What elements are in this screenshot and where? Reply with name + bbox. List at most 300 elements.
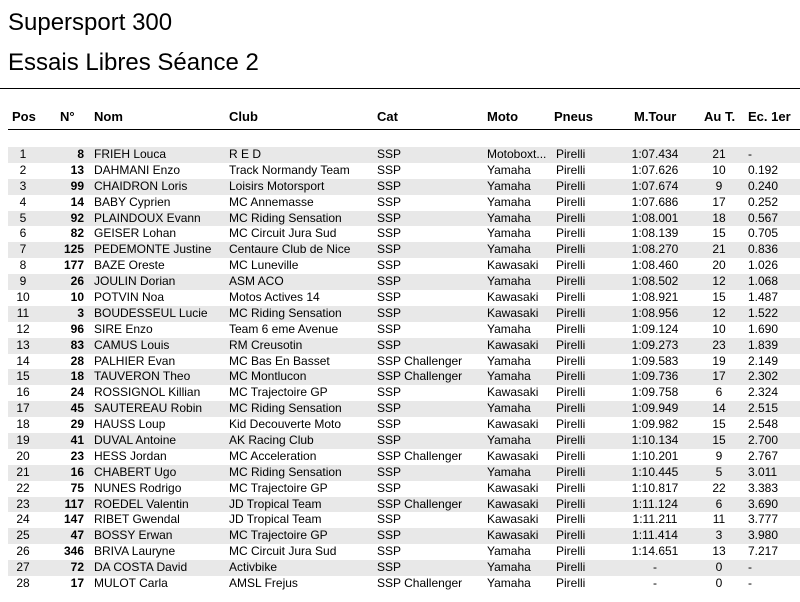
cell-gap: 3.980 [748,528,779,543]
cell-bike: Kawasaki [487,385,539,400]
cell-bike: Yamaha [487,194,531,209]
cell-club: MC Annemasse [229,194,314,209]
cell-best-lap: 1:08.921 [631,290,679,305]
cell-laps: 9 [715,448,723,463]
cell-club: Activbike [229,560,278,575]
cell-position: 2 [19,162,27,177]
cell-category: SSP Challenger [377,353,463,368]
table-row [8,211,800,227]
table-row [8,147,800,163]
cell-tyres: Pirelli [556,544,586,559]
cell-position: 21 [16,464,30,479]
cell-gap: 3.777 [748,512,779,527]
cell-number: 99 [70,178,84,193]
cell-gap: 2.548 [748,417,779,432]
cell-position: 18 [16,417,30,432]
cell-best-lap: 1:11.414 [632,528,678,543]
cell-category: SSP [377,242,402,257]
cell-number: 117 [64,496,84,511]
cell-name: PALHIER Evan [94,353,176,368]
cell-laps: 19 [712,353,726,368]
cell-name: SAUTEREAU Robin [94,401,203,416]
cell-bike: Yamaha [487,464,531,479]
cell-club: MC Circuit Jura Sud [229,544,337,559]
cell-position: 12 [16,321,30,336]
cell-number: 13 [70,162,84,177]
cell-bike: Kawasaki [487,258,539,273]
header-mtour: M.Tour [634,109,677,124]
cell-best-lap: 1:08.270 [631,242,679,257]
cell-category: SSP [377,417,402,432]
cell-name: BAZE Oreste [94,258,165,273]
cell-club: Centaure Club de Nice [229,242,351,257]
cell-best-lap: 1:08.139 [631,226,679,241]
cell-number: 41 [70,433,84,448]
cell-tyres: Pirelli [556,496,586,511]
cell-position: 15 [16,369,30,384]
cell-number: 17 [70,576,84,591]
cell-best-lap: 1:09.736 [631,369,679,384]
cell-number: 10 [70,290,84,305]
cell-category: SSP [377,337,402,352]
table-row [8,528,800,544]
table-row [8,417,800,433]
cell-name: TAUVERON Theo [94,369,191,384]
cell-tyres: Pirelli [556,417,586,432]
cell-gap: 1.690 [748,321,779,336]
cell-gap: 7.217 [748,544,779,559]
cell-club: Team 6 eme Avenue [229,321,339,336]
cell-category: SSP [377,194,402,209]
cell-laps: 15 [712,417,726,432]
cell-club: Track Normandy Team [229,162,350,177]
cell-name: SIRE Enzo [94,321,153,336]
header-ec: Ec. 1er [748,109,791,124]
cell-best-lap: 1:09.124 [631,321,679,336]
cell-category: SSP Challenger [377,576,463,591]
cell-position: 7 [19,242,27,257]
cell-gap: 3.011 [748,464,778,479]
cell-tyres: Pirelli [556,162,586,177]
cell-bike: Yamaha [487,401,531,416]
header-moto: Moto [487,109,519,124]
cell-best-lap: 1:09.273 [631,337,679,352]
cell-number: 177 [63,258,84,273]
cell-bike: Yamaha [487,274,531,289]
cell-position: 4 [19,194,27,209]
cell-category: SSP [377,433,402,448]
cell-category: SSP [377,528,402,543]
cell-number: 92 [70,210,84,225]
cell-position: 19 [16,433,30,448]
cell-number: 47 [70,528,84,543]
cell-gap: 0.567 [748,210,779,225]
cell-position: 8 [19,258,27,273]
table-row [8,465,800,481]
table-row [8,512,800,528]
cell-club: MC Circuit Jura Sud [229,226,337,241]
cell-tyres: Pirelli [556,369,586,384]
cell-club: MC Riding Sensation [229,464,342,479]
cell-category: SSP [377,162,402,177]
cell-laps: 9 [715,178,723,193]
cell-name: CHAIDRON Loris [94,178,188,193]
cell-gap: - [748,560,752,575]
cell-number: 82 [70,226,84,241]
cell-number: 29 [70,417,84,432]
cell-tyres: Pirelli [556,147,586,161]
cell-category: SSP [377,385,402,400]
cell-best-lap: 1:10.445 [631,464,679,479]
cell-position: 20 [16,448,30,463]
cell-bike: Motoboxt... [487,147,547,161]
cell-club: MC Acceleration [229,448,317,463]
cell-tyres: Pirelli [556,178,586,193]
cell-bike: Kawasaki [487,417,539,432]
cell-number: 28 [70,353,84,368]
cell-tyres: Pirelli [556,226,586,241]
cell-name: DAHMANI Enzo [94,162,181,177]
header-nom: Nom [94,109,123,124]
cell-number: 26 [70,274,84,289]
header-club: Club [229,109,258,124]
table-row [8,401,800,417]
cell-name: MULOT Carla [94,576,168,591]
cell-bike: Yamaha [487,544,531,559]
cell-bike: Yamaha [487,560,531,575]
cell-position: 28 [16,576,30,591]
table-row [8,322,800,338]
table-row [8,258,800,274]
cell-bike: Yamaha [487,369,531,384]
table-row [8,560,800,576]
table-row [8,306,800,322]
cell-position: 23 [16,496,30,511]
cell-name: BOUDESSEUL Lucie [94,305,208,320]
cell-number: 45 [70,401,84,416]
cell-position: 5 [19,210,27,225]
header-num: N° [60,109,75,124]
cell-position: 1 [19,147,27,161]
cell-gap: 2.700 [748,433,779,448]
cell-category: SSP [377,321,402,336]
cell-laps: 10 [712,321,726,336]
cell-club: R E D [229,147,262,161]
cell-bike: Yamaha [487,353,531,368]
cell-club: MC Trajectoire GP [229,385,328,400]
cell-tyres: Pirelli [556,448,586,463]
cell-tyres: Pirelli [556,242,586,257]
cell-tyres: Pirelli [556,401,586,416]
cell-position: 9 [19,274,27,289]
table-row [8,385,800,401]
cell-laps: 15 [712,433,726,448]
cell-category: SSP [377,210,402,225]
table-row [8,163,800,179]
table-row [8,195,800,211]
cell-number: 75 [70,480,84,495]
cell-number: 23 [70,448,84,463]
cell-bike: Yamaha [487,210,531,225]
cell-name: GEISER Lohan [94,226,177,241]
cell-category: SSP [377,560,402,575]
cell-gap: 2.767 [748,448,779,463]
cell-best-lap: 1:08.502 [631,274,679,289]
results-table [8,147,800,592]
cell-laps: 10 [712,162,726,177]
cell-name: DUVAL Antoine [94,433,177,448]
cell-tyres: Pirelli [556,480,586,495]
cell-position: 22 [16,480,30,495]
cell-name: RIBET Gwendal [94,512,180,527]
table-row [8,290,800,306]
cell-name: BOSSY Erwan [94,528,173,543]
cell-name: ROEDEL Valentin [94,496,189,511]
cell-club: Loisirs Motorsport [229,178,325,193]
header-cat: Cat [377,109,398,124]
cell-gap: 0.240 [748,178,779,193]
cell-category: SSP [377,305,402,320]
cell-tyres: Pirelli [556,560,586,575]
cell-name: POTVIN Noa [94,290,165,305]
cell-bike: Yamaha [487,242,531,257]
cell-laps: 11 [712,512,726,527]
cell-laps: 5 [715,464,723,479]
cell-best-lap: - [653,560,657,575]
cell-bike: Kawasaki [487,480,539,495]
cell-category: SSP [377,178,402,193]
cell-laps: 0 [715,560,723,575]
page-subtitle: Essais Libres Séance 2 [8,49,259,76]
cell-best-lap: 1:10.134 [631,433,679,448]
cell-best-lap: 1:10.817 [631,480,679,495]
cell-laps: 23 [712,337,726,352]
cell-number: 125 [63,242,84,257]
cell-name: BRIVA Lauryne [94,544,176,559]
cell-laps: 18 [712,210,726,225]
cell-gap: 1.068 [748,274,779,289]
cell-club: MC Luneville [229,258,299,273]
table-row [8,433,800,449]
header-au: Au T. [704,109,736,124]
cell-best-lap: 1:09.583 [631,353,679,368]
cell-position: 25 [16,528,30,543]
cell-best-lap: 1:08.001 [631,210,679,225]
table-row [8,369,800,385]
cell-laps: 12 [712,305,726,320]
cell-club: MC Riding Sensation [229,210,342,225]
cell-laps: 17 [712,369,726,384]
table-row [8,544,800,560]
cell-tyres: Pirelli [556,528,586,543]
cell-club: ASM ACO [229,274,284,289]
cell-number: 18 [70,369,84,384]
cell-category: SSP Challenger [377,448,463,463]
cell-bike: Yamaha [487,321,531,336]
cell-number: 147 [63,512,84,527]
table-row [8,497,800,513]
cell-category: SSP Challenger [377,496,463,511]
cell-laps: 22 [712,480,726,495]
cell-name: DA COSTA David [94,560,188,575]
cell-bike: Kawasaki [487,448,539,463]
cell-gap: 1.522 [748,305,779,320]
header-divider [8,129,800,130]
cell-laps: 3 [715,528,723,543]
cell-bike: Yamaha [487,576,531,591]
cell-best-lap: 1:07.686 [631,194,679,209]
table-row [8,242,800,258]
cell-best-lap: 1:09.758 [631,385,679,400]
cell-tyres: Pirelli [556,321,586,336]
cell-bike: Yamaha [487,178,531,193]
cell-best-lap: 1:09.949 [631,401,679,416]
cell-name: HESS Jordan [94,448,167,463]
cell-best-lap: 1:10.201 [631,448,679,463]
cell-bike: Kawasaki [487,305,539,320]
cell-club: MC Trajectoire GP [229,528,328,543]
cell-gap: 2.324 [748,385,779,400]
cell-bike: Kawasaki [487,512,539,527]
cell-position: 10 [16,290,30,305]
cell-club: RM Creusotin [229,337,303,352]
cell-name: FRIEH Louca [94,147,167,161]
cell-name: NUNES Rodrigo [94,480,182,495]
cell-name: BABY Cyprien [94,194,171,209]
cell-category: SSP [377,464,402,479]
cell-position: 6 [19,226,27,241]
cell-position: 13 [16,337,30,352]
cell-laps: 0 [715,576,723,591]
cell-position: 11 [16,305,30,320]
cell-number: 24 [70,385,84,400]
cell-club: Kid Decouverte Moto [229,417,342,432]
cell-gap: 2.515 [748,401,779,416]
cell-category: SSP [377,290,402,305]
cell-tyres: Pirelli [556,194,586,209]
cell-club: AK Racing Club [229,433,314,448]
cell-best-lap: 1:08.956 [631,305,679,320]
cell-number: 16 [70,464,84,479]
cell-laps: 6 [715,496,723,511]
cell-number: 3 [77,305,84,320]
cell-tyres: Pirelli [556,305,586,320]
cell-gap: 0.836 [748,242,779,257]
cell-number: 8 [77,147,84,161]
cell-category: SSP [377,274,402,289]
cell-number: 14 [70,194,84,209]
cell-laps: 14 [712,401,726,416]
cell-laps: 21 [712,147,726,161]
cell-bike: Yamaha [487,226,531,241]
cell-tyres: Pirelli [556,353,586,368]
table-header [8,108,800,126]
table-row [8,338,800,354]
cell-gap: 1.839 [748,337,779,352]
cell-club: AMSL Frejus [229,576,298,591]
header-pos: Pos [12,109,36,124]
cell-best-lap: 1:07.674 [631,178,679,193]
cell-number: 96 [70,321,84,336]
cell-laps: 15 [712,290,726,305]
cell-category: SSP [377,226,402,241]
cell-best-lap: 1:11.211 [632,512,678,527]
cell-best-lap: 1:09.982 [631,417,679,432]
cell-category: SSP [377,401,402,416]
cell-best-lap: 1:08.460 [631,258,679,273]
title-divider [0,88,800,89]
cell-name: PLAINDOUX Evann [94,210,201,225]
cell-laps: 20 [712,258,726,273]
cell-category: SSP [377,544,402,559]
cell-gap: 2.302 [748,369,779,384]
cell-gap: - [748,147,752,161]
cell-bike: Kawasaki [487,528,539,543]
cell-tyres: Pirelli [556,433,586,448]
cell-tyres: Pirelli [556,290,586,305]
cell-tyres: Pirelli [556,258,586,273]
cell-best-lap: 1:07.626 [631,162,679,177]
cell-gap: 1.026 [748,258,779,273]
cell-category: SSP [377,480,402,495]
cell-bike: Yamaha [487,433,531,448]
cell-bike: Kawasaki [487,290,539,305]
cell-position: 26 [16,544,30,559]
cell-best-lap: 1:07.434 [631,147,679,161]
cell-gap: 0.252 [748,194,779,209]
header-pneus: Pneus [554,109,594,124]
cell-tyres: Pirelli [556,385,586,400]
cell-tyres: Pirelli [556,210,586,225]
cell-position: 14 [16,353,30,368]
cell-name: CHABERT Ugo [94,464,177,479]
cell-club: MC Montlucon [229,369,307,384]
cell-category: SSP [377,147,402,161]
cell-name: PEDEMONTE Justine [94,242,212,257]
cell-best-lap: - [653,576,657,591]
cell-gap: 0.192 [748,162,779,177]
cell-club: JD Tropical Team [229,512,322,527]
table-row [8,576,800,592]
cell-club: JD Tropical Team [229,496,322,511]
table-row [8,449,800,465]
table-row [8,226,800,242]
cell-gap: 3.690 [748,496,779,511]
table-row [8,354,800,370]
cell-position: 24 [16,512,30,527]
cell-bike: Kawasaki [487,496,539,511]
page-title: Supersport 300 [8,9,173,36]
cell-tyres: Pirelli [556,337,586,352]
cell-gap: 1.487 [748,290,779,305]
cell-gap: 2.149 [748,353,779,368]
cell-gap: 3.383 [748,480,779,495]
cell-name: HAUSS Loup [94,417,166,432]
cell-name: CAMUS Louis [94,337,170,352]
cell-laps: 15 [712,226,726,241]
cell-number: 72 [70,560,84,575]
cell-number: 346 [63,544,84,559]
cell-position: 3 [19,178,27,193]
cell-laps: 17 [712,194,726,209]
cell-tyres: Pirelli [556,274,586,289]
table-row [8,274,800,290]
cell-name: ROSSIGNOL Killian [94,385,201,400]
cell-club: Motos Actives 14 [229,290,320,305]
cell-tyres: Pirelli [556,576,586,591]
cell-number: 83 [70,337,84,352]
cell-laps: 12 [712,274,726,289]
